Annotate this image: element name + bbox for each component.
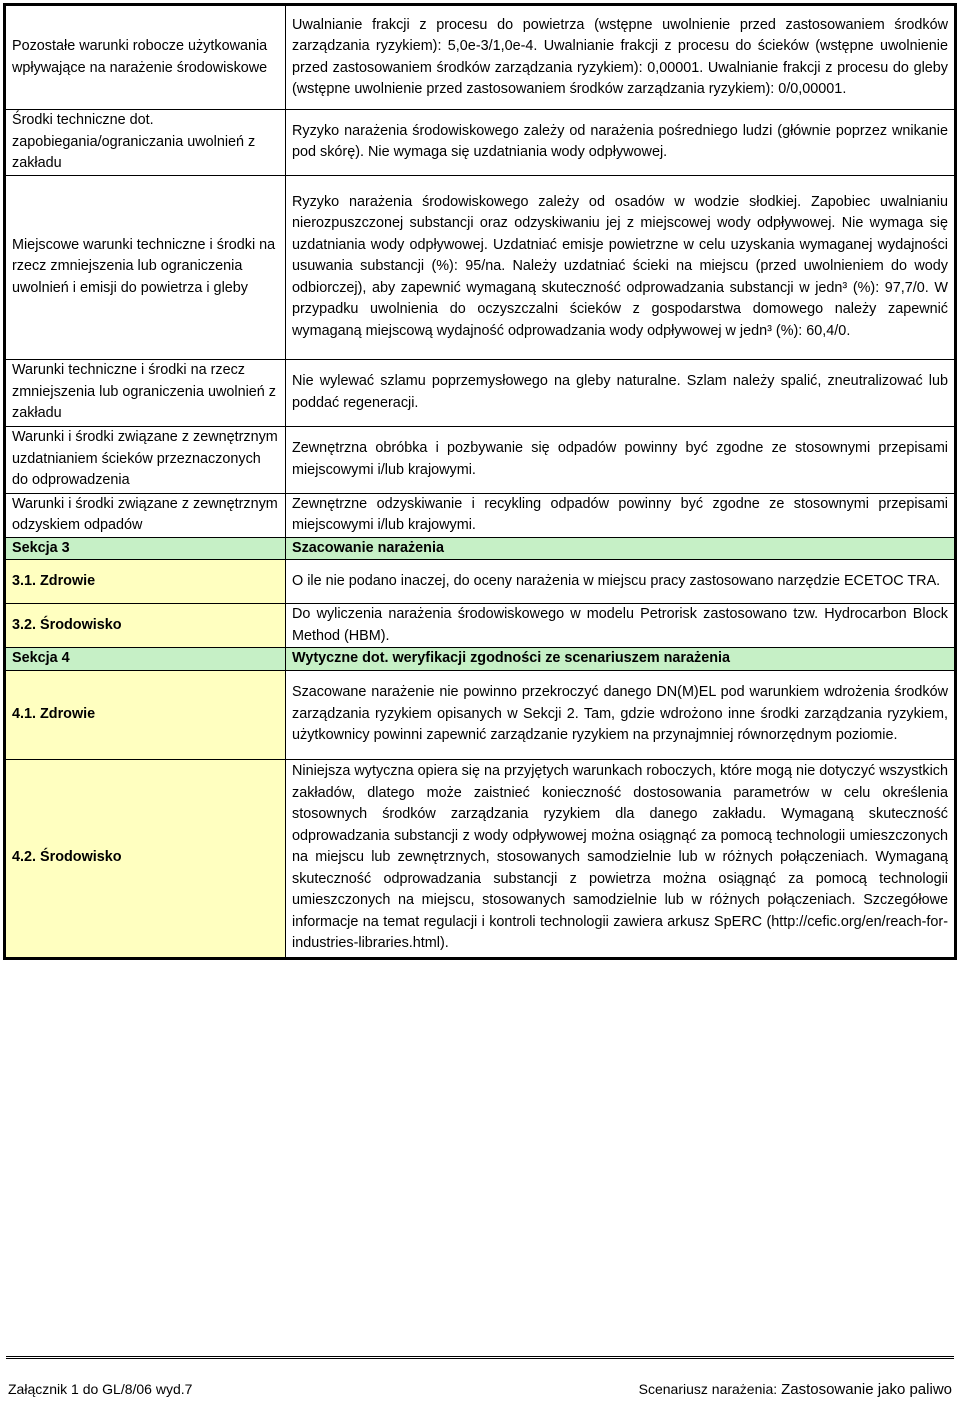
row-label: Pozostałe warunki robocze użytkowania wpływające na narażenie środowiskowe (5, 5, 286, 110)
table-row (5, 604, 956, 648)
exposure-scenario-table (3, 3, 957, 960)
table-row (5, 110, 956, 176)
row-text: Zewnętrzne odzyskiwanie i recykling odpadów powinny być zgodne ze stosownymi przepisami miejscowymi i/lub krajowymi. (286, 493, 956, 537)
footer-scenario (639, 1381, 952, 1398)
row-text: Niniejsza wytyczna opiera się na przyjętych warunkach roboczych, które mogą nie dotyczyć wszystkich zakładów, dlatego może zaistnieć konieczność dostosowania parametrów w celu określenia stosownych środków zarządzania ryzykiem dla danego zakładu. Wymaganą skuteczność odprowadzania substancji z wody odpływowej można osiągnąć za pomocą technologii umieszczonych na miejscu lub zewnętrznych, stosowanych samodzielnie lub w różnych połączeniach. Wymaganą skuteczność odprowadzania substancji z powietrza można osiągnąć za pomocą technologii umieszczonych na miejscu, stosowanych samodzielnie lub w różnych połączeniach. Szczegółowe informacje na temat regulacji i kontroli technologii zawiera arkusz SpERC (http://cefic.org/en/reach-for-industries-libraries.html). (286, 759, 956, 958)
subsection-label: 4.1. Zdrowie (5, 670, 286, 759)
subsection-label: 3.2. Środowisko (5, 604, 286, 648)
row-text: Zewnętrzna obróbka i pozbywanie się odpadów powinny być zgodne ze stosownymi przepisami miejscowymi i/lub krajowymi. (286, 426, 956, 493)
table-row (5, 426, 956, 493)
footer-divider (6, 1356, 954, 1359)
section-label: Sekcja 3 (5, 537, 286, 560)
table-row (5, 759, 956, 958)
section-label: Sekcja 4 (5, 648, 286, 671)
row-text: Uwalnianie frakcji z procesu do powietrza (wstępne uwolnienie przed zastosowaniem środków zarządzania ryzykiem): 5,0e-3/1,0e-4. Uwalnianie frakcji z procesu do ścieków (wstępne uwolnienie przed zastosowaniem środków zarządzania ryzykiem): 0,00001. Uwalnianie frakcji z procesu do gleby (wstępne uwolnienie przed zastosowaniem środków zarządzania ryzykiem): 0/0,00001. (286, 5, 956, 110)
section-4-header (5, 648, 956, 671)
footer-document-id: Załącznik 1 do GL/8/06 wyd.7 (8, 1381, 193, 1397)
row-text: O ile nie podano inaczej, do oceny narażenia w miejscu pracy zastosowano narzędzie ECETOC TRA. (286, 560, 956, 604)
row-label: Warunki techniczne i środki na rzecz zmniejszenia lub ograniczenia uwolnień z zakładu (5, 359, 286, 426)
row-label: Warunki i środki związane z zewnętrznym odzyskiem odpadów (5, 493, 286, 537)
row-text: Ryzyko narażenia środowiskowego zależy od osadów w wodzie słodkiej. Zapobiec uwalnianiu nierozpuszczonej substancji oraz odzyskiwaniu jej z miejscowej wody odpływowej. Nie wymaga się uzdatniania wody odpływowej. Uzdatniać emisje powietrzne w celu uzyskania wymaganej wydajności usuwania substancji (%): 95/na. Należy uzdatniać ścieki na miejscu (przed uwolnieniem do wody odbiorczej), aby zapewnić wymaganą skuteczność odprowadzania substancji w jedn³ (%): 97,7/0. W przypadku uwolnienia do oczyszczalni ścieków z gospodarstwa domowego należy zapewnić wymaganą miejscową wydajność odprowadzania wody odpływowej w jedn³ (%): 60,4/0. (286, 175, 956, 359)
row-label: Warunki i środki związane z zewnętrznym uzdatnianiem ścieków przeznaczonych do odprowadzenia (5, 426, 286, 493)
table-row (5, 175, 956, 359)
footer-scenario-value: Zastosowanie jako paliwo (781, 1381, 952, 1398)
section-3-header (5, 537, 956, 560)
table-row (5, 670, 956, 759)
subsection-label: 3.1. Zdrowie (5, 560, 286, 604)
row-text: Szacowane narażenie nie powinno przekroczyć danego DN(M)EL pod warunkiem wdrożenia środków zarządzania ryzykiem opisanych w Sekcji 2. Tam, gdzie wdrożono inne środki zarządzania ryzykiem, użytkownicy powinni zapewnić zarządzanie ryzykiem na przynajmniej równorzędnym poziomie. (286, 670, 956, 759)
section-title: Wytyczne dot. weryfikacji zgodności ze scenariuszem narażenia (286, 648, 956, 671)
table-row (5, 560, 956, 604)
row-text: Do wyliczenia narażenia środowiskowego w modelu Petrorisk zastosowano tzw. Hydrocarbon Block Method (HBM). (286, 604, 956, 648)
row-text: Ryzyko narażenia środowiskowego zależy od narażenia pośredniego ludzi (głównie poprzez wnikanie pod skórę). Nie wymaga się uzdatniania wody odpływowej. (286, 110, 956, 176)
footer-scenario-label: Scenariusz narażenia: (638, 1381, 782, 1397)
section-title: Szacowanie narażenia (286, 537, 956, 560)
row-label: Środki techniczne dot. zapobiegania/ograniczania uwolnień z zakładu (5, 110, 286, 176)
table-row (5, 5, 956, 110)
table-row (5, 493, 956, 537)
table-row (5, 359, 956, 426)
row-text: Nie wylewać szlamu poprzemysłowego na gleby naturalne. Szlam należy spalić, zneutralizować lub poddać regeneracji. (286, 359, 956, 426)
subsection-label: 4.2. Środowisko (5, 759, 286, 958)
row-label: Miejscowe warunki techniczne i środki na rzecz zmniejszenia lub ograniczenia uwolnień i emisji do powietrza i gleby (5, 175, 286, 359)
